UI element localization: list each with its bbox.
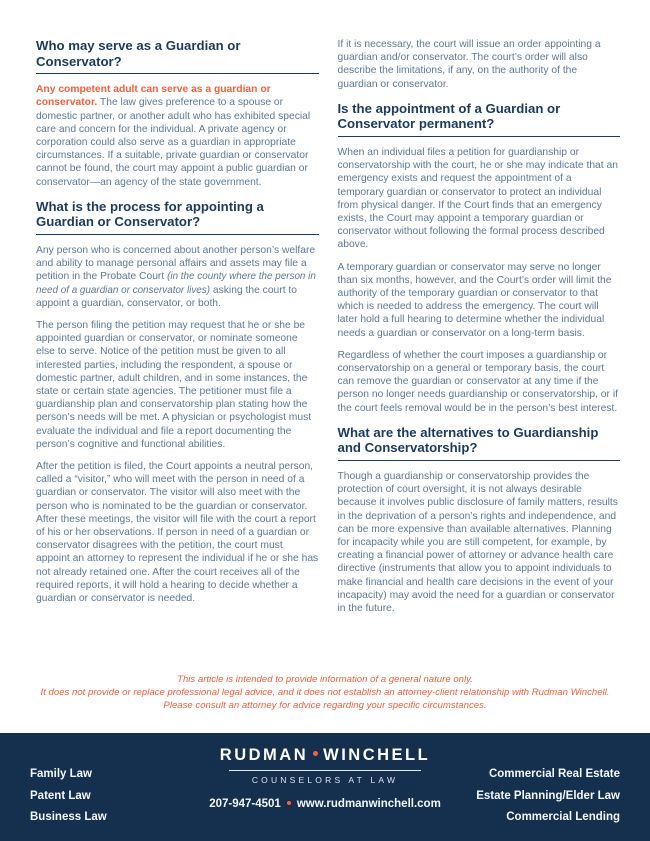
disclaimer-line: Please consult an attorney for advice regarding your specific circumstances. [163,700,487,712]
paragraph: A temporary guardian or conservator may serve no longer than six months, however, and the Court’s order will limit the authority of the temporary guardian or conservator to that which is needed to address the emergency. The court will later hold a full hearing to determine whether the individual needs a guardian or conservator on a long-term basis. [337,261,612,339]
paragraph [36,244,319,310]
paragraph: Though a guardianship or conservatorship provides the protection of court oversight, it is not always desirable because it involves public disclosure of family matters, results in the deprivation of a person’s rights and independence, and can be more expensive than available alternatives. Planning for incapacity while you are still competent, for example, by creating a financial power of attorney or advance health care directive (instruments that allow you to appoint individuals to make financial and health care decisions in the event of your incapacity) may avoid the need for a guardian or conservator in the future. [337,471,618,615]
phone-number: 207-947-4501 [209,798,281,810]
paragraph [36,83,319,189]
footer-bar [0,733,650,841]
section-heading-permanent: Is the appointment of a Guardian or Conservator permanent? [338,101,621,137]
footer-practice-area: Patent Law [30,789,91,802]
paragraph-text: asking the court to appoint a guardian, conservator, or both. [36,284,298,309]
disclaimer-line: It does not provide or replace professional legal advice, and it does not establish an attorney-client relationship with Rudman Winchell. [40,687,610,699]
left-column [36,38,319,624]
footer-practice-areas-right [475,764,650,841]
paragraph: If it is necessary, the court will issue an order appointing a guardian and/or conservator. The court’s order will also describe the limitations, if any, on the authority of the guardian or conservator. [337,39,601,90]
paragraph-text: Any person who is concerned about another person’s welfare and ability to manage personal affairs and assets may file a petition in the Probate Court [36,245,316,283]
website-link[interactable]: www.rudmanwinchell.com [296,798,441,810]
disclaimer [0,673,650,713]
footer-center [175,733,475,841]
footer-practice-area: Commercial Lending [506,811,620,823]
footer-contact [175,798,475,810]
paragraph: The person filing the petition may request that he or she be appointed guardian or conservator, or nominate someone else to serve. Notice of the petition must be given to all interested parties, including the respondent, a spouse or domestic partner, adult children, and in some instances, the state or certain state agencies. The petitioner must file a guardianship plan and conservatorship plan stating how the person’s needs will be met. A physician or psychologist must evaluate the individual and file a report documenting the person’s cognitive and functional abilities. [36,320,312,450]
logo-tagline: COUNSELORS AT LAW [251,775,399,785]
logo-word-winchell: WINCHELL [323,746,431,764]
firm-logo [175,746,475,765]
footer-practice-area: Business Law [30,811,107,823]
footer-practice-area: Commercial Real Estate [488,768,620,780]
logo-word-rudman: RUDMAN [219,746,309,764]
footer-practice-areas-left [0,764,175,841]
logo-divider [229,770,421,771]
section-heading-process: What is the process for appointing a Guardian or Conservator? [36,199,319,235]
footer-practice-area: Family Law [30,768,92,780]
disclaimer-line: This article is intended to provide information of a general nature only. [177,674,473,685]
paragraph: When an individual files a petition for guardianship or conservatorship with the court, he or she may indicate that an emergency exists and request the appointment of a temporary guardian or conservator to protect an individual from physical danger. If the Court finds that an emergency exists, the Court may appoint a temporary guardian or conservator without following the formal process described above. [337,147,618,251]
logo-dot-icon [313,751,318,756]
paragraph: After the petition is filed, the Court appoints a neutral person, called a “visitor,” who will meet with the person in need of a guardian or conservator. The visitor will also meet with the person who is nominated to be the guardian or conservator. After these meetings, the visitor will file with the court a report of his or her observations. If person in need of a guardian or conservator disagrees with the petition, the court must appoint an attorney to represent the individual if he or she has not already retained one. After the court receives all of the required reports, it will hold a hearing to decide whether a guardian or conservator is needed. [36,461,319,605]
right-column [338,38,621,624]
italic-note: (in the county where the person in need of a guardian or conservator lives) [36,271,316,296]
section-heading-who-may-serve: Who may serve as a Guardian or Conservator? [36,38,319,74]
paragraph-text: The law gives preference to a spouse or domestic partner, or another adult who has exhibited special care and concern for the individual. A private agency or corporation could also serve as a guardian in appropriate circumstances. If a suitable, private guardian or conservator cannot be found, the court may appoint a public guardian or conservator—an agency of the state government. [36,97,311,188]
footer-practice-area: Estate Planning/Elder Law [476,789,620,802]
bullet-icon [287,801,291,805]
paragraph: Regardless of whether the court imposes a guardianship or conservatorship on a general or temporary basis, the court can remove the guardian or conservator at any time if the person no longer needs guardianship or conservatorship, or if the court feels removal would be in the person’s best interest. [337,349,618,414]
lead-sentence: Any competent adult can serve as a guardian or conservator. [36,84,271,109]
section-heading-alternatives: What are the alternatives to Guardianship and Conservatorship? [338,425,621,461]
